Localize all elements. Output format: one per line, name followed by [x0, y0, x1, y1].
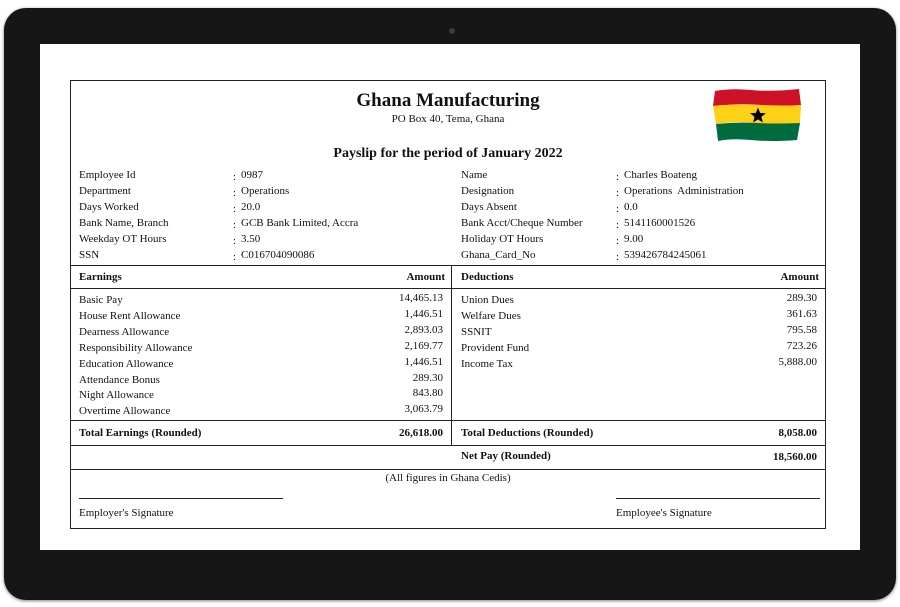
deduction-label: Welfare Dues	[461, 309, 521, 322]
earning-label: Attendance Bonus	[79, 373, 160, 386]
info-value: 0987	[241, 169, 263, 181]
deduction-label: Union Dues	[461, 294, 514, 306]
deduction-amount: 795.58	[786, 323, 817, 336]
deductions-amount-header: Amount	[780, 271, 819, 283]
company-address: PO Box 40, Tema, Ghana	[391, 113, 505, 125]
table-center-divider	[451, 265, 452, 445]
deductions-amounts	[779, 291, 818, 371]
company-name: Ghana Manufacturing	[356, 90, 540, 111]
employer-signature-label: Employer's Signature	[79, 507, 174, 519]
earning-label: Dearness Allowance	[79, 325, 170, 338]
info-row: Bank Name, Branch : GCB Bank Limited, Accra	[79, 217, 359, 231]
total-deductions-label: Total Deductions (Rounded)	[461, 427, 594, 439]
info-label: Ghana_Card_No	[461, 249, 536, 261]
info-row: Name : Charles Boateng	[461, 169, 698, 183]
info-value: Operations Administration	[624, 185, 744, 197]
earning-label: Education Allowance	[79, 357, 174, 370]
camera-dot	[449, 28, 455, 34]
info-value: 0.0	[624, 201, 638, 213]
deduction-amount: 289.30	[786, 292, 817, 304]
netpay-bottom-border	[71, 469, 825, 470]
info-row: Ghana_Card_No : 539426784245061	[461, 249, 707, 263]
info-value: 9.00	[624, 233, 644, 245]
info-label: Name	[461, 169, 488, 181]
payslip-period-title: Payslip for the period of January 2022	[333, 146, 563, 161]
earning-amount: 3,063.79	[404, 403, 443, 416]
info-label: Designation	[461, 185, 515, 197]
earning-label: Overtime Allowance	[79, 405, 171, 418]
earning-label: Basic Pay	[79, 294, 123, 306]
info-row: Weekday OT Hours : 3.50	[79, 233, 261, 247]
earning-label: Responsibility Allowance	[79, 341, 193, 354]
deduction-amount: 5,888.00	[778, 355, 817, 368]
deduction-label: SSNIT	[461, 325, 492, 338]
info-value: C016704090086	[241, 249, 315, 261]
info-row: Employee Id : 0987	[79, 169, 263, 183]
earning-amount: 1,446.51	[404, 355, 443, 368]
info-label: Days Absent	[461, 201, 517, 213]
net-pay-amount: 18,560.00	[773, 451, 817, 463]
info-label: Department	[79, 185, 131, 197]
info-value: 20.0	[241, 201, 261, 213]
info-value: 539426784245061	[624, 249, 707, 261]
deduction-label: Income Tax	[461, 357, 513, 370]
info-row: Bank Acct/Cheque Number : 5141160001526	[461, 217, 696, 231]
payslip	[70, 80, 826, 529]
info-row: Holiday OT Hours : 9.00	[461, 233, 644, 247]
total-earnings-label: Total Earnings (Rounded)	[79, 427, 202, 439]
earning-label: Night Allowance	[79, 389, 154, 402]
deductions-labels	[461, 293, 529, 373]
employer-signature-line	[79, 498, 283, 499]
info-label: Employee Id	[79, 169, 136, 181]
total-earnings-amount: 26,618.00	[399, 427, 443, 439]
earning-amount: 843.80	[412, 387, 443, 400]
earning-amount: 14,465.13	[399, 292, 443, 304]
employee-info-right	[461, 167, 821, 263]
earning-label: House Rent Allowance	[79, 309, 181, 322]
deductions-header: Deductions	[461, 271, 514, 283]
info-value: Operations	[241, 185, 290, 197]
table-header-border	[71, 288, 825, 289]
totals-bottom-border	[71, 445, 825, 446]
ghana-flag-icon	[711, 87, 803, 143]
info-value: Charles Boateng	[624, 169, 698, 181]
info-label: Bank Acct/Cheque Number	[461, 217, 583, 229]
info-row: Department : Operations	[79, 185, 290, 199]
info-label: Holiday OT Hours	[461, 233, 544, 245]
earning-amount: 289.30	[412, 371, 443, 384]
info-row: SSN : C016704090086	[79, 249, 315, 263]
info-label: Weekday OT Hours	[79, 233, 167, 245]
employee-info-left	[79, 167, 449, 263]
employee-signature-label: Employee's Signature	[616, 507, 712, 519]
info-row: Days Absent : 0.0	[461, 201, 638, 215]
info-value: 3.50	[241, 233, 261, 245]
currency-note: (All figures in Ghana Cedis)	[385, 472, 511, 484]
earning-amount: 1,446.51	[404, 307, 443, 320]
total-deductions-amount: 8,058.00	[778, 427, 817, 439]
earnings-amount-header: Amount	[406, 271, 445, 283]
earnings-header: Earnings	[79, 271, 122, 283]
info-value: 5141160001526	[624, 217, 696, 229]
net-pay-label: Net Pay (Rounded)	[461, 450, 551, 462]
info-label: SSN	[79, 249, 100, 261]
info-label: Days Worked	[79, 201, 139, 213]
info-row: Designation : Operations Administration	[461, 185, 744, 199]
deduction-amount: 361.63	[786, 307, 817, 320]
deduction-amount: 723.26	[786, 339, 817, 352]
info-label: Bank Name, Branch	[79, 217, 169, 229]
table-top-border	[71, 265, 825, 266]
employee-signature-line	[616, 498, 820, 499]
earning-amount: 2,893.03	[404, 323, 443, 336]
info-row: Days Worked : 20.0	[79, 201, 261, 215]
earning-amount: 2,169.77	[404, 339, 443, 352]
info-value: GCB Bank Limited, Accra	[241, 217, 359, 229]
earnings-labels	[79, 293, 192, 420]
earnings-amounts	[399, 291, 443, 418]
deduction-label: Provident Fund	[461, 341, 530, 354]
